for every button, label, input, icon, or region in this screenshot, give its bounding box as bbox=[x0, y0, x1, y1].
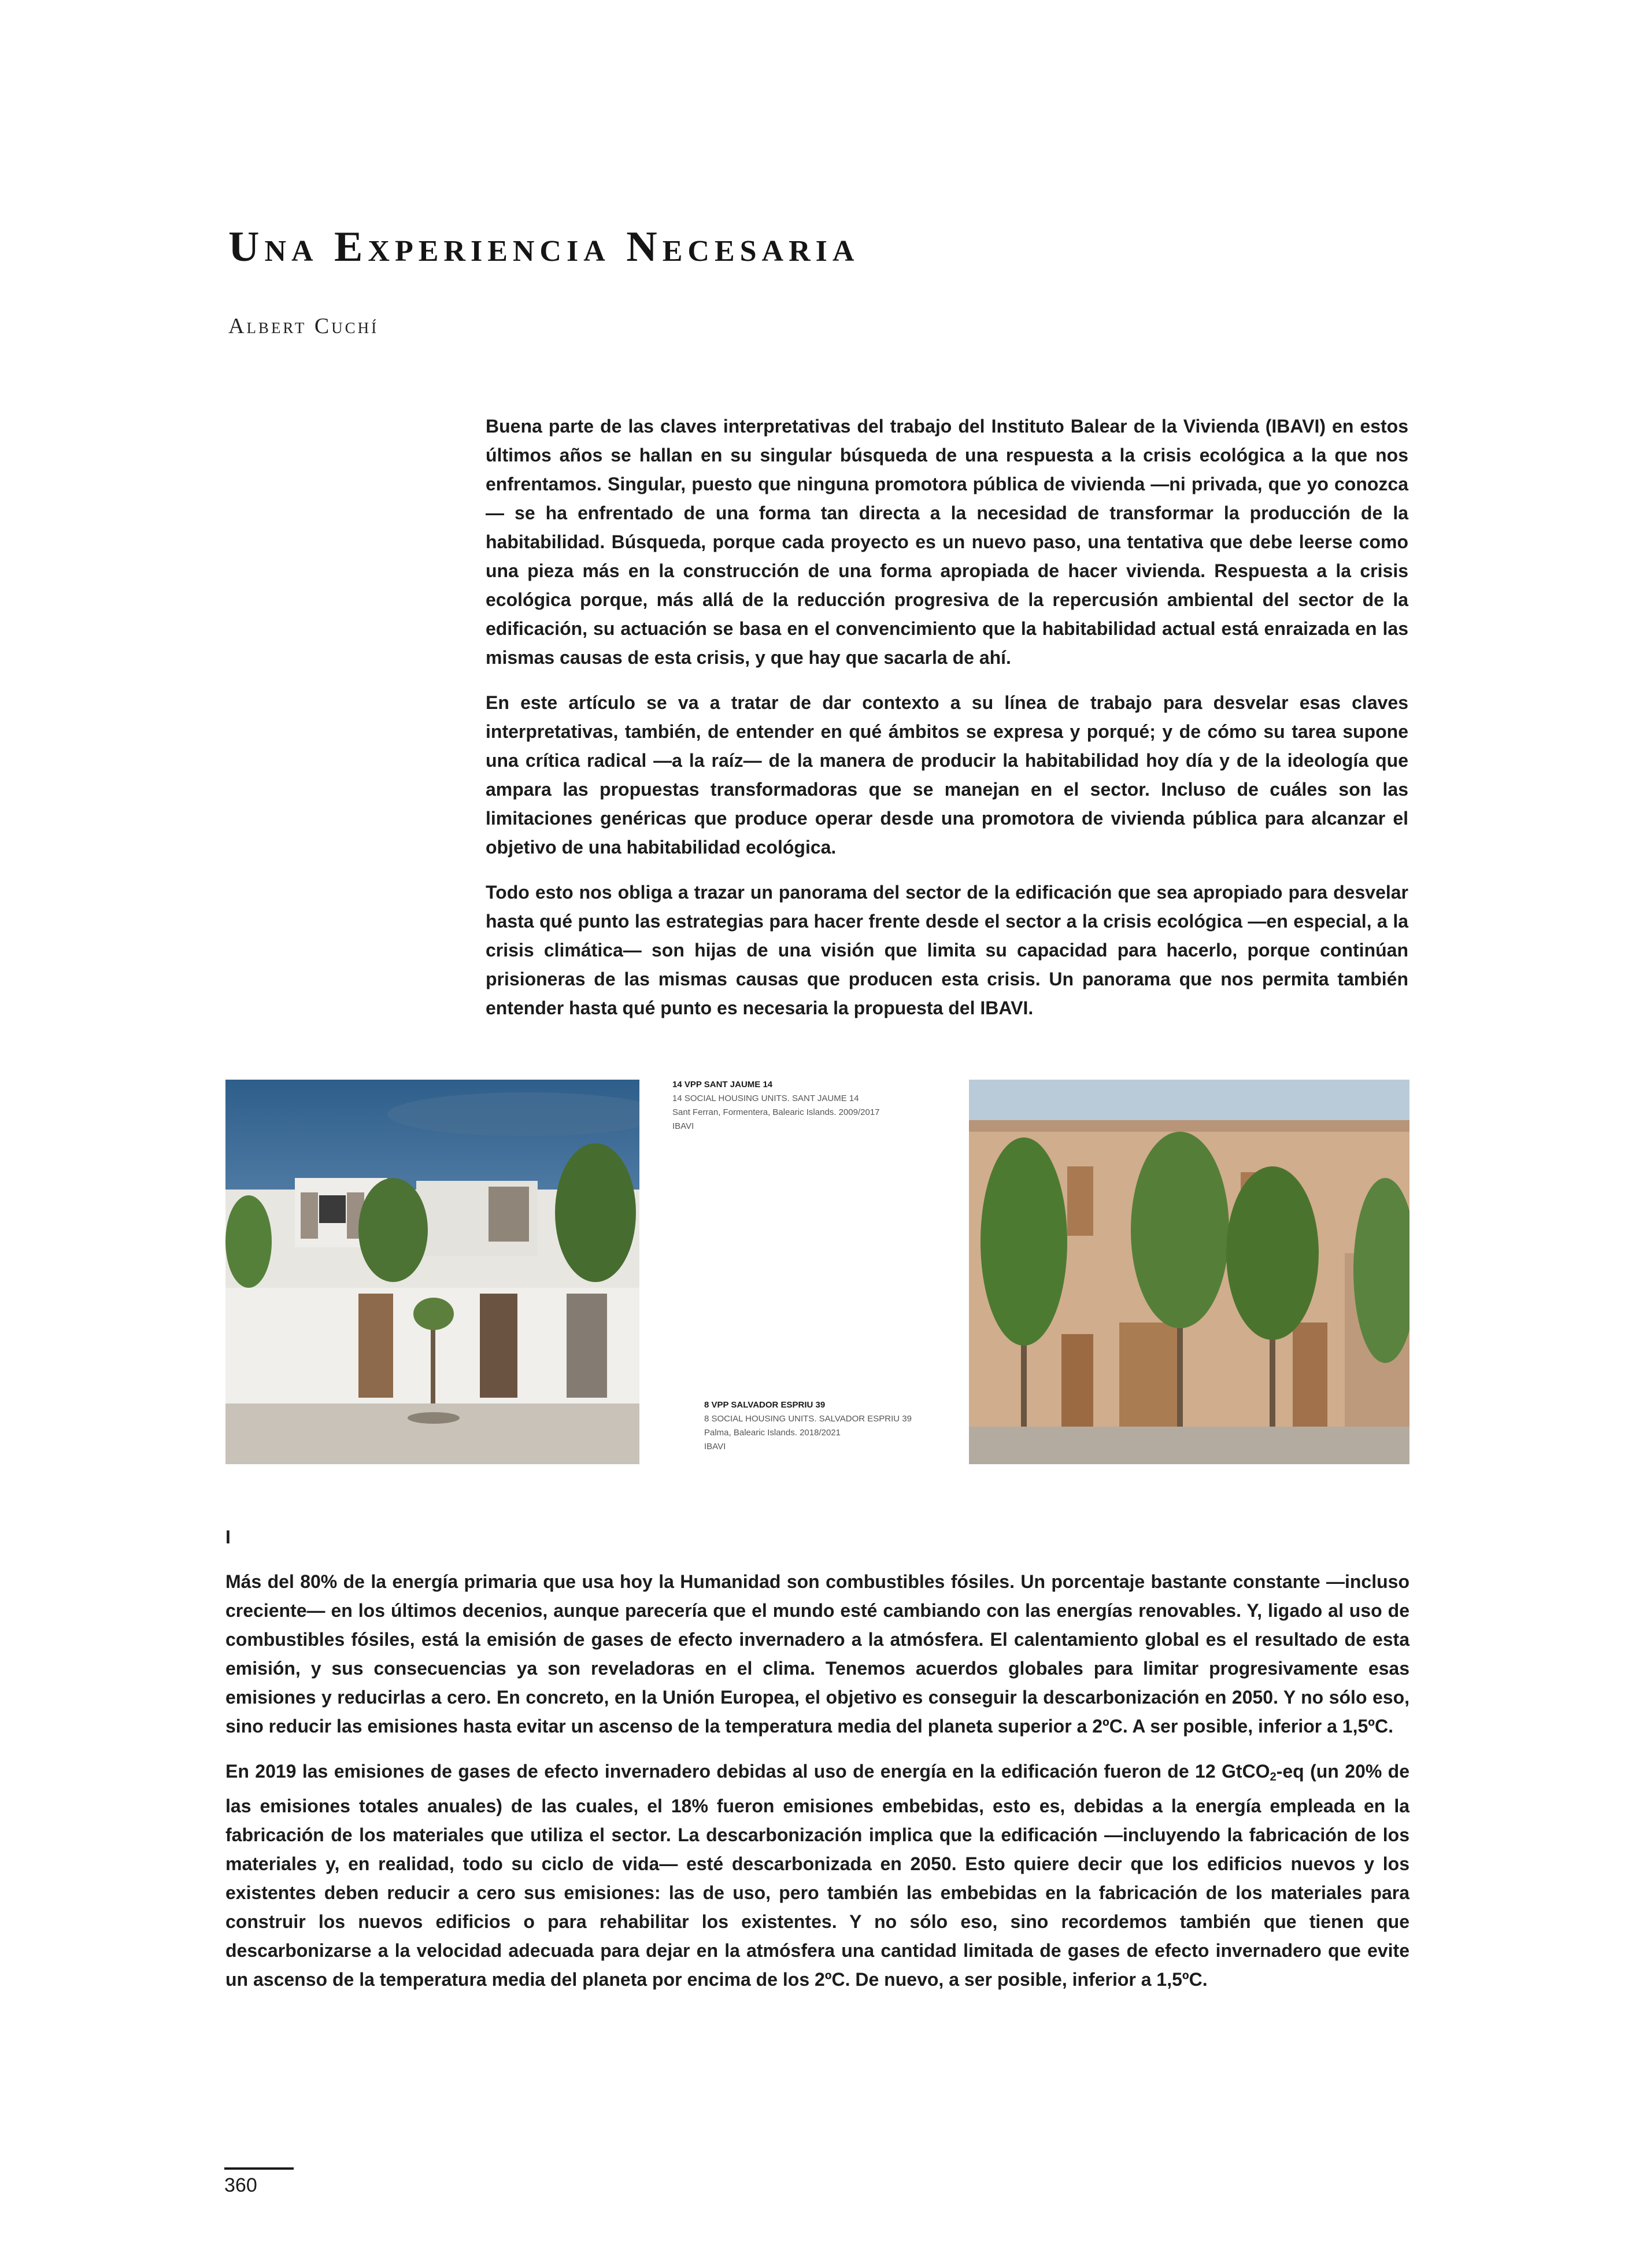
figure-1-credit: IBAVI bbox=[672, 1121, 694, 1131]
figure-1-title: 14 VPP SANT JAUME 14 bbox=[672, 1080, 773, 1089]
page-number-rule bbox=[224, 2167, 294, 2170]
article-title: Una Experiencia Necesaria bbox=[228, 223, 860, 271]
figure-2-credit: IBAVI bbox=[704, 1442, 726, 1451]
body-paragraph-2-rest: -eq (un 20% de las emisiones totales anuales) de las cuales, el 18% fueron emisiones embebidas, esto es, debidas a la energía empleada en la fabricación de los materiales que utiliza el sector. La descarbonización implica que la edificación —incluyendo la fabricación de los materiales y, en realidad, todo su ciclo de vida— esté descarbonizada en 2050. Esto quiere decir que los edificios nuevos y los existentes deben reducir a cero sus emisiones: las de uso, pero también las embebidas en la fabricación de los materiales para construir los nuevos edificios o para rehabilitar los existentes. Y no sólo eso, sino recordemos también que tienen que descarbonizarse a la velocidad adecuada para dejar en la atmósfera una cantidad limitada de gases de efecto invernadero que evite un ascenso de la temperatura media del planeta por encima de los 2ºC. De nuevo, a ser posible, inferior a 1,5ºC. bbox=[225, 1761, 1410, 1990]
intro-paragraph-3: Todo esto nos obliga a trazar un panorama del sector de la edificación que sea apropiado para desvelar hasta qué punto las estrategias para hacer frente desde el sector a la crisis ecológica —en especial, a la crisis climática— son hijas de una visión que limita su capacidad para hacerlo, porque continúan prisioneras de las mismas causas que producen esta crisis. Un panorama que nos permita también entender hasta qué punto es necesaria la propuesta del IBAVI. bbox=[486, 882, 1408, 1018]
intro-paragraph-2: En este artículo se va a tratar de dar contexto a su línea de trabajo para desvelar esas claves interpretativas, también, de entender en qué ámbitos se expresa y porqué; y de cómo su tarea supone una crítica radical —a la raíz— de la manera de producir la habitabilidad hoy día y de la ideología que ampara las propuestas transformadoras que se manejan en el sector. Incluso de cuáles son las limitaciones genéricas que produce operar desde una promotora de vivienda pública para alcanzar el objetivo de una habitabilidad ecológica. bbox=[486, 692, 1408, 858]
figure-2-location: Palma, Balearic Islands. 2018/2021 bbox=[704, 1428, 841, 1438]
body-paragraph-2-lead: En 2019 las emisiones de gases de efecto invernadero debidas al uso de energía en la edificación fueron de 12 GtCO bbox=[225, 1761, 1270, 1782]
body-paragraph-1: Más del 80% de la energía primaria que usa hoy la Humanidad son combustibles fósiles. Un porcentaje bastante constante —incluso creciente— en los últimos decenios, aunque parecería que el mundo esté cambiando con las energías renovables. Y, ligado al uso de combustibles fósiles, está la emisión de gases de efecto invernadero a la atmósfera. El calentamiento global es el resultado de esta emisión, y sus consecuencias ya son reveladoras en el clima. Tenemos acuerdos globales para limitar progresivamente esas emisiones y reducirlas a cero. En concreto, en la Unión Europea, el objetivo es conseguir la descarbonización en 2050. Y no sólo eso, sino reducir las emisiones hasta evitar un ascenso de la temperatura media del planeta superior a 2ºC. A ser posible, inferior a 1,5ºC. bbox=[225, 1571, 1409, 1737]
figure-caption-2 bbox=[704, 1398, 912, 1454]
photo-salvador-espriu-building bbox=[969, 1080, 1409, 1464]
body-text bbox=[225, 1567, 1409, 2010]
intro-paragraph-1: Buena parte de las claves interpretativas del trabajo del Instituto Balear de la Vivienda (IBAVI) en estos últimos años se hallan en su singular búsqueda de una respuesta a la crisis ecológica a la que nos enfrentamos. Singular, puesto que ninguna promotora pública de vivienda —ni privada, que yo conozca— se ha enfrentado de una forma tan directa a la necesidad de transformar la producción de la habitabilidad. Búsqueda, porque cada proyecto es un nuevo paso, una tentativa que debe leerse como una pieza más en la construcción de una forma apropiada de hacer vivienda. Respuesta a la crisis ecológica porque, más allá de la reducción progresiva de la repercusión ambiental del sector de la edificación, su actuación se basa en el convencimiento que la habitabilidad actual está enraizada en las mismas causas de esta crisis, y que hay que sacarla de ahí. bbox=[486, 416, 1408, 668]
figure-1-subtitle: 14 SOCIAL HOUSING UNITS. SANT JAUME 14 bbox=[672, 1094, 859, 1103]
page-number: 360 bbox=[224, 2174, 257, 2196]
figure-caption-1 bbox=[672, 1078, 880, 1133]
figure-1-location: Sant Ferran, Formentera, Balearic Islands. 2009/2017 bbox=[672, 1107, 880, 1117]
photo-sant-jaume-houses bbox=[225, 1080, 639, 1464]
body-paragraph-2 bbox=[225, 1757, 1409, 1994]
article-author: Albert Cuchí bbox=[228, 314, 379, 338]
figure-2-title: 8 VPP SALVADOR ESPRIU 39 bbox=[704, 1400, 826, 1410]
intro-text bbox=[486, 412, 1408, 1039]
co2-subscript: 2 bbox=[1270, 1771, 1277, 1783]
section-number: I bbox=[225, 1527, 231, 1547]
figure-2-subtitle: 8 SOCIAL HOUSING UNITS. SALVADOR ESPRIU 39 bbox=[704, 1414, 912, 1424]
